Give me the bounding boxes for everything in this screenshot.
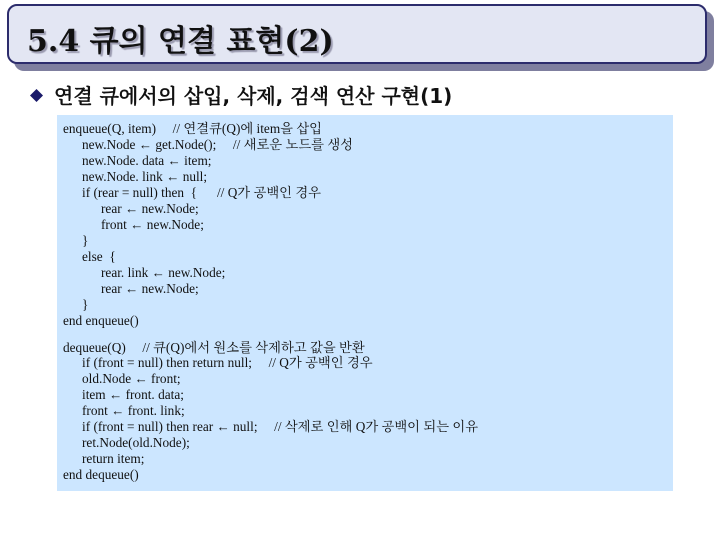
- code-line: new.Node. data ← item;: [82, 153, 212, 168]
- code-line: }: [82, 233, 89, 248]
- code-line: old.Node ← front;: [82, 371, 181, 386]
- code-line: ret.Node(old.Node);: [82, 435, 190, 450]
- code-panel: [57, 115, 673, 491]
- slide-title: 5.4 큐의 연결 표현(2): [27, 24, 334, 59]
- code-line: dequeue(Q) // 큐(Q)에서 원소를 삭제하고 값을 반환: [63, 340, 365, 355]
- code-line: new.Node. link ← null;: [82, 169, 208, 184]
- code-line: if (front = null) then rear ← null; // 삭제로 인해 Q가 공백이 되는 이유: [82, 419, 479, 434]
- code-line: else {: [82, 249, 116, 264]
- code-line: return item;: [82, 451, 145, 466]
- code-line: enqueue(Q, item) // 연결큐(Q)에 item을 삽입: [63, 121, 323, 136]
- diamond-bullet-icon: [30, 89, 43, 102]
- code-line: end enqueue(): [63, 313, 139, 328]
- code-line: item ← front. data;: [82, 387, 184, 402]
- code-line: front ← front. link;: [82, 403, 185, 418]
- code-line: end dequeue(): [63, 467, 139, 482]
- code-line: }: [82, 297, 89, 312]
- code-line: if (rear = null) then { // Q가 공백인 경우: [82, 185, 322, 200]
- code-line: rear. link ← new.Node;: [101, 265, 226, 280]
- code-line: rear ← new.Node;: [101, 281, 199, 296]
- code-line: rear ← new.Node;: [101, 201, 199, 216]
- code-line: if (front = null) then return null; // Q가 공백인 경우: [82, 355, 373, 370]
- bullet-text: 연결 큐에서의 삽입, 삭제, 검색 연산 구현(1): [54, 84, 453, 108]
- code-line: front ← new.Node;: [101, 217, 204, 232]
- code-line: new.Node ← get.Node(); // 새로운 노드를 생성: [82, 137, 354, 152]
- title-box: [7, 4, 707, 64]
